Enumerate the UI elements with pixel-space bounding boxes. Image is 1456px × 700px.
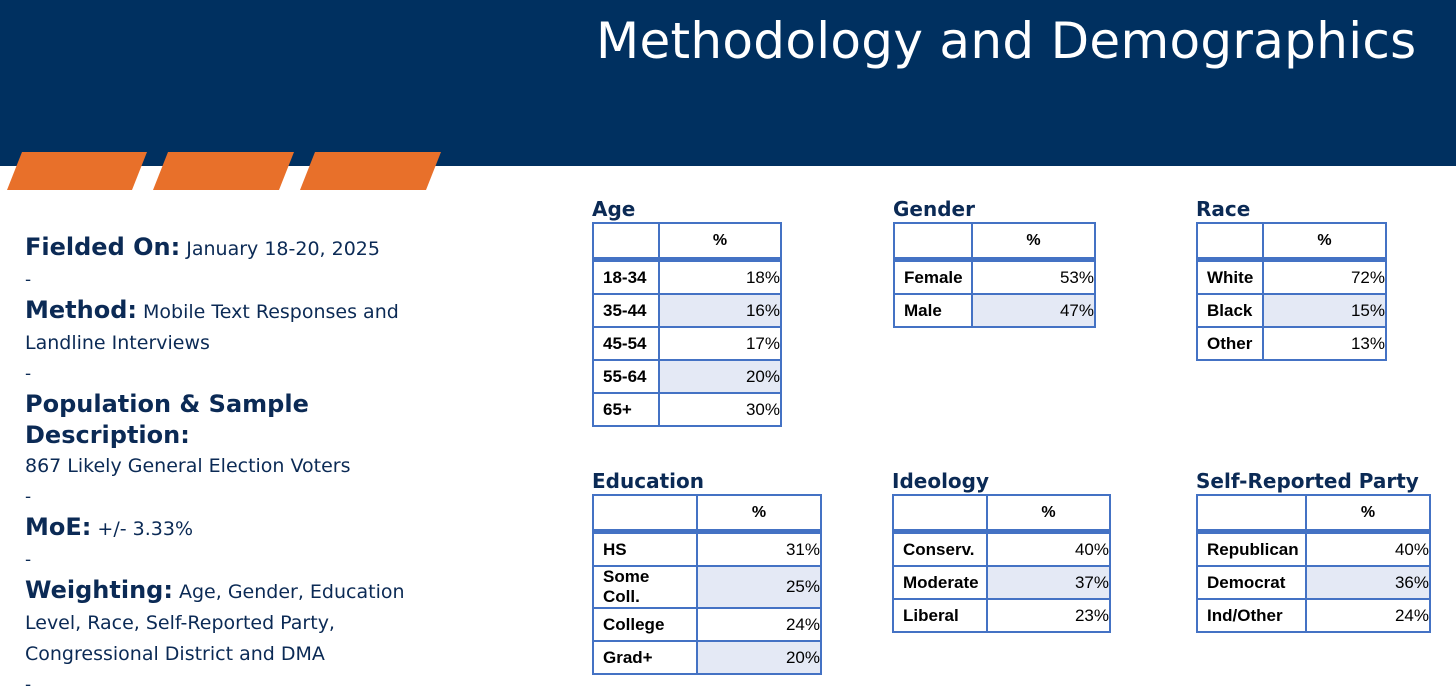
header-percent: % bbox=[972, 223, 1095, 260]
age-table-block bbox=[592, 196, 782, 427]
header-blank bbox=[1197, 223, 1263, 260]
party-table-block bbox=[1196, 468, 1431, 633]
education-table bbox=[592, 494, 822, 675]
accent-stripe-2 bbox=[153, 152, 294, 190]
row-label: Liberal bbox=[893, 599, 987, 632]
row-label: 35-44 bbox=[593, 294, 659, 327]
header-percent: % bbox=[1263, 223, 1386, 260]
education-title: Education bbox=[592, 469, 704, 493]
separator: - bbox=[25, 675, 32, 695]
ideology-table-block bbox=[892, 468, 1111, 633]
population-value: 867 Likely General Election Voters bbox=[25, 455, 351, 477]
population-label: Population & Sample Description: bbox=[25, 390, 309, 449]
fielded-on bbox=[25, 232, 465, 265]
header-percent: % bbox=[987, 495, 1110, 532]
row-value: 31% bbox=[697, 532, 821, 567]
row-value: 37% bbox=[987, 566, 1110, 599]
ideology-table bbox=[892, 494, 1111, 633]
header-percent: % bbox=[1306, 495, 1430, 532]
weighting bbox=[25, 575, 465, 670]
row-label: Other bbox=[1197, 327, 1263, 360]
weighting-value: Age, Gender, Education Level, Race, Self-Reported Party, Congressional District and DMA bbox=[25, 581, 405, 665]
method bbox=[25, 295, 465, 359]
fielded-label: Fielded On: bbox=[25, 233, 181, 261]
race-table-block bbox=[1196, 196, 1387, 361]
age-table bbox=[592, 222, 782, 427]
row-label: Grad+ bbox=[593, 641, 697, 674]
accent-stripe-3 bbox=[300, 152, 441, 190]
party-table bbox=[1196, 494, 1431, 633]
row-value: 72% bbox=[1263, 260, 1386, 295]
race-table bbox=[1196, 222, 1387, 361]
row-label: 45-54 bbox=[593, 327, 659, 360]
row-value: 24% bbox=[697, 608, 821, 641]
moe-label: MoE: bbox=[25, 513, 92, 541]
separator: - bbox=[25, 270, 32, 290]
header-blank bbox=[593, 495, 697, 532]
separator: - bbox=[25, 364, 32, 384]
header-blank bbox=[893, 495, 987, 532]
row-value: 40% bbox=[987, 532, 1110, 567]
row-label: Female bbox=[894, 260, 972, 295]
fielded-value: January 18-20, 2025 bbox=[186, 238, 380, 260]
row-label: Some Coll. bbox=[593, 566, 697, 608]
row-label: Conserv. bbox=[893, 532, 987, 567]
moe-value: +/- 3.33% bbox=[97, 518, 193, 540]
row-value: 20% bbox=[697, 641, 821, 674]
row-label: White bbox=[1197, 260, 1263, 295]
population bbox=[25, 389, 465, 482]
header-blank bbox=[1197, 495, 1306, 532]
row-value: 18% bbox=[659, 260, 781, 295]
row-label: 65+ bbox=[593, 393, 659, 426]
method-value: Mobile Text Responses and Landline Interviews bbox=[25, 301, 399, 354]
page-title: Methodology and Demographics bbox=[596, 12, 1417, 70]
row-value: 20% bbox=[659, 360, 781, 393]
row-label: Male bbox=[894, 294, 972, 327]
separator: - bbox=[25, 550, 32, 570]
header-percent: % bbox=[697, 495, 821, 532]
row-value: 36% bbox=[1306, 566, 1430, 599]
row-label: Democrat bbox=[1197, 566, 1306, 599]
row-value: 53% bbox=[972, 260, 1095, 295]
row-value: 23% bbox=[987, 599, 1110, 632]
row-label: 55-64 bbox=[593, 360, 659, 393]
row-label: Republican bbox=[1197, 532, 1306, 567]
gender-table bbox=[893, 222, 1096, 328]
row-label: 18-34 bbox=[593, 260, 659, 295]
row-value: 17% bbox=[659, 327, 781, 360]
header-blank bbox=[894, 223, 972, 260]
party-title: Self-Reported Party bbox=[1196, 469, 1419, 493]
header-blank bbox=[593, 223, 659, 260]
gender-title: Gender bbox=[893, 197, 975, 221]
accent-stripes bbox=[0, 152, 1456, 192]
row-value: 25% bbox=[697, 566, 821, 608]
row-label: Ind/Other bbox=[1197, 599, 1306, 632]
separator: - bbox=[25, 487, 32, 507]
accent-stripe-1 bbox=[7, 152, 147, 190]
row-label: HS bbox=[593, 532, 697, 567]
row-value: 40% bbox=[1306, 532, 1430, 567]
methodology-panel bbox=[25, 232, 465, 700]
ideology-title: Ideology bbox=[892, 469, 990, 493]
row-label: College bbox=[593, 608, 697, 641]
race-title: Race bbox=[1196, 197, 1251, 221]
row-value: 13% bbox=[1263, 327, 1386, 360]
moe bbox=[25, 512, 465, 545]
method-label: Method: bbox=[25, 296, 137, 324]
row-value: 24% bbox=[1306, 599, 1430, 632]
row-label: Black bbox=[1197, 294, 1263, 327]
gender-table-block bbox=[893, 196, 1096, 328]
weighting-label: Weighting: bbox=[25, 576, 173, 604]
header-percent: % bbox=[659, 223, 781, 260]
age-title: Age bbox=[592, 197, 636, 221]
row-value: 30% bbox=[659, 393, 781, 426]
row-value: 16% bbox=[659, 294, 781, 327]
row-label: Moderate bbox=[893, 566, 987, 599]
row-value: 15% bbox=[1263, 294, 1386, 327]
education-table-block bbox=[592, 468, 822, 675]
row-value: 47% bbox=[972, 294, 1095, 327]
